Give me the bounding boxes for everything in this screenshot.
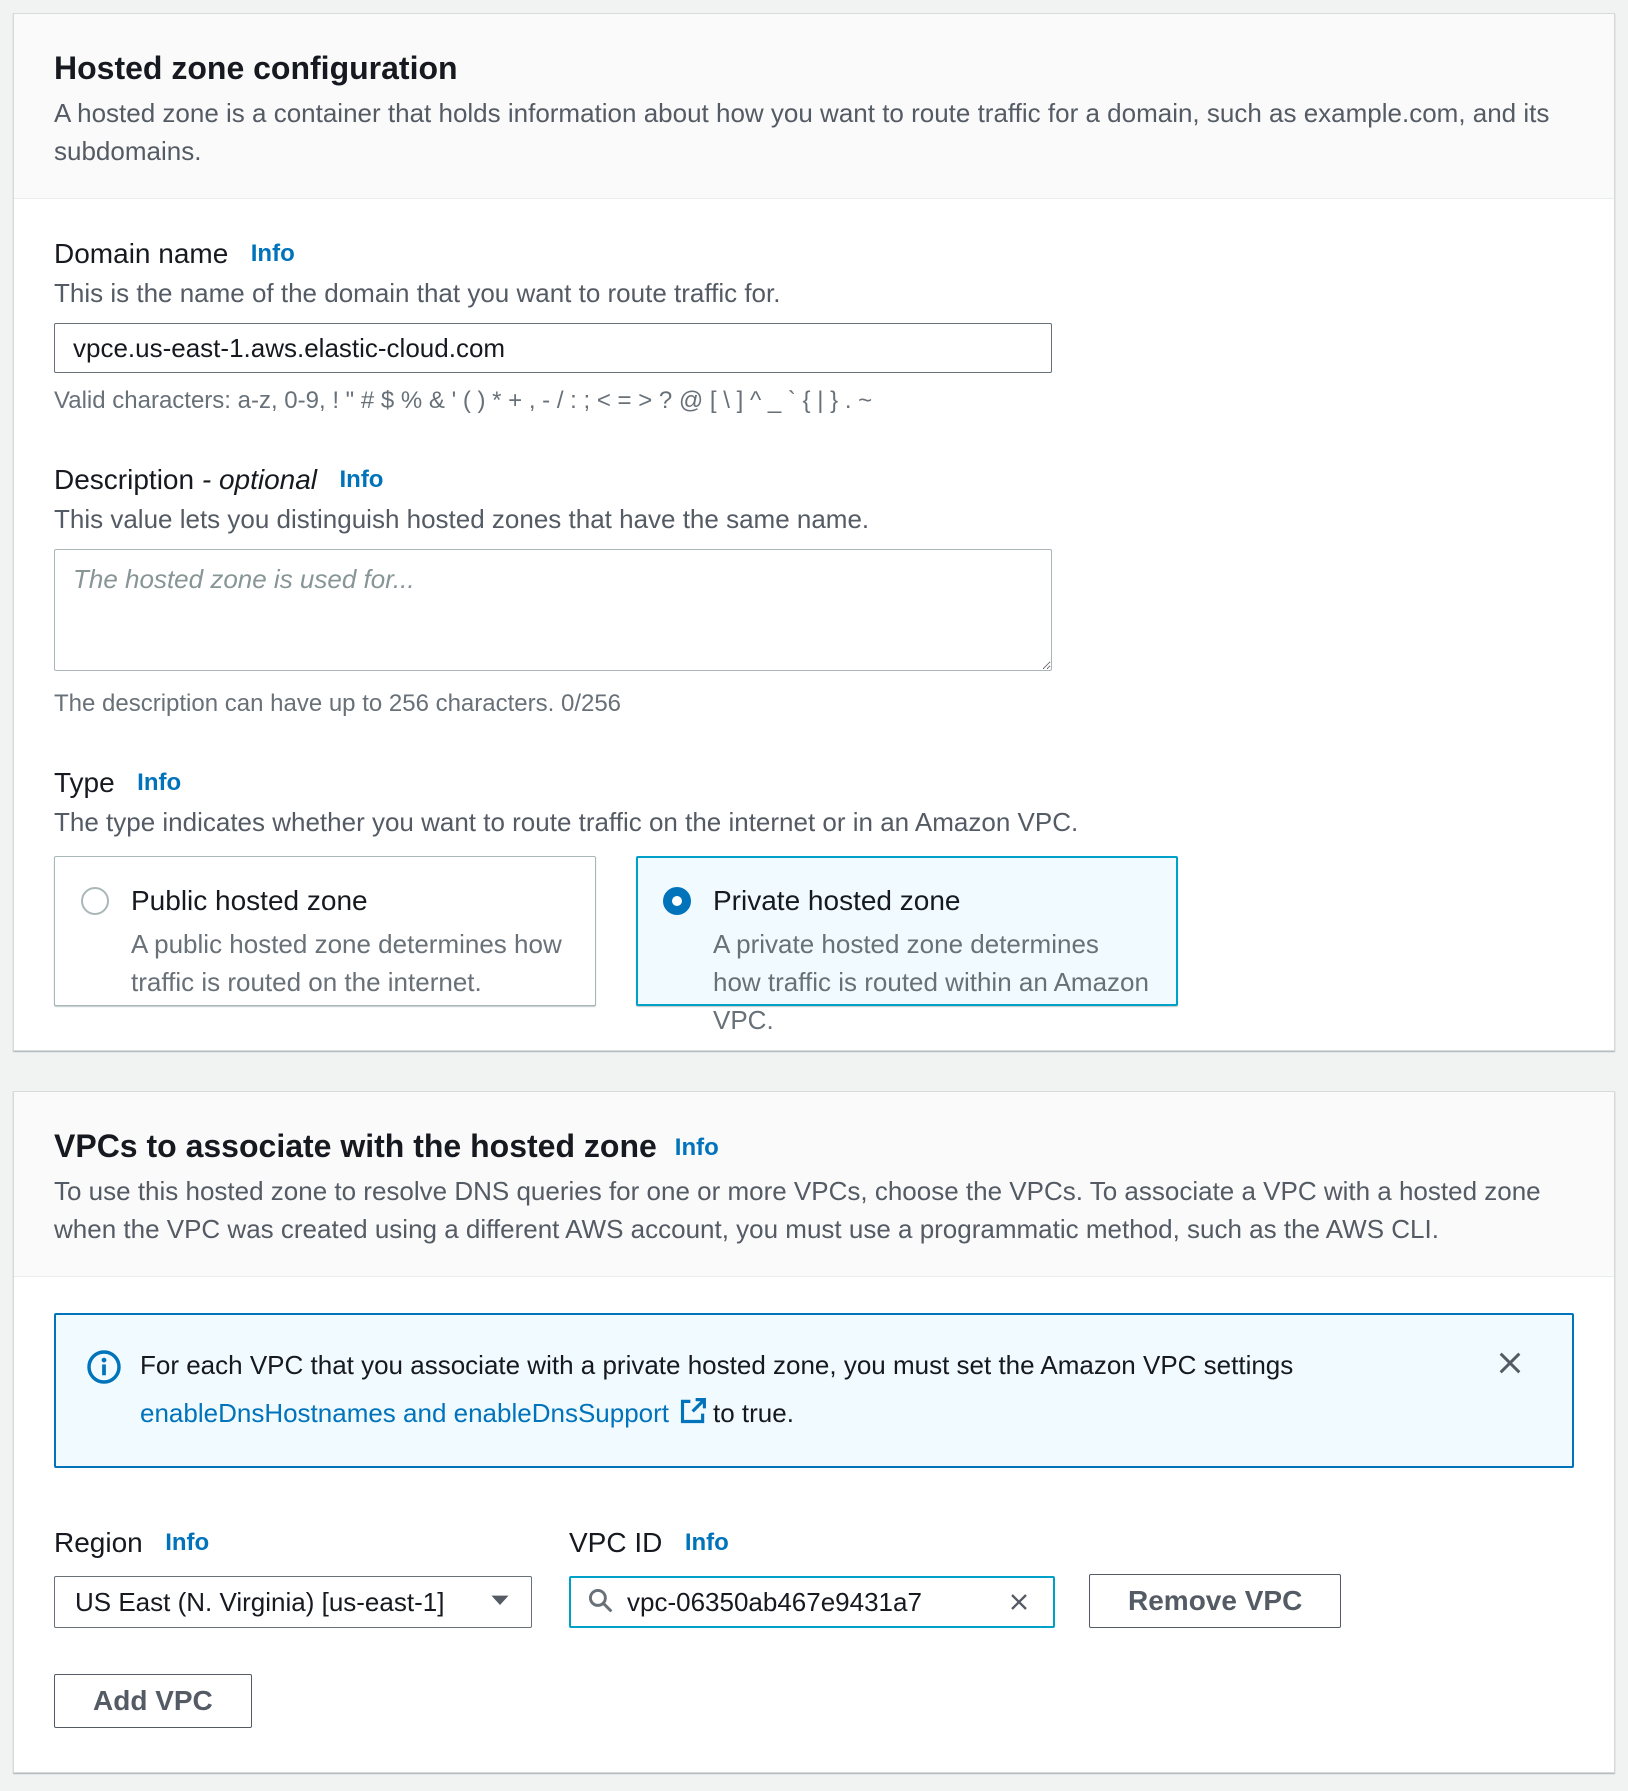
vpc-id-clear-button[interactable] [1001, 1584, 1037, 1620]
public-hosted-zone-title: Public hosted zone [131, 885, 368, 916]
info-icon [86, 1349, 122, 1390]
add-vpc-button[interactable]: Add VPC [54, 1674, 252, 1728]
vpc-card-description: To use this hosted zone to resolve DNS queries for one or more VPCs, choose the VPCs. To associate a VPC with a hosted zone when the VPC was created using a different AWS account, you must use a programmatic method, such as the AWS CLI. [54, 1176, 1541, 1244]
remove-vpc-button[interactable]: Remove VPC [1089, 1574, 1341, 1628]
hosted-zone-card-description: A hosted zone is a container that holds information about how you want to route traffic for a domain, such as example.com, and its subdomains. [54, 98, 1550, 166]
vpc-id-info-link[interactable]: Info [684, 1529, 729, 1556]
description-description: This value lets you distinguish hosted zones that have the same name. [54, 504, 870, 534]
type-field [54, 764, 1574, 1035]
private-hosted-zone-description: A private hosted zone determines how traffic is routed within an Amazon VPC. [713, 929, 1149, 1035]
type-label-row [54, 764, 1574, 802]
remove-vpc-column [1089, 1574, 1341, 1628]
radio-tile-public-hosted-zone[interactable] [54, 856, 596, 1006]
description-info-link[interactable]: Info [339, 466, 384, 493]
vpc-association-row [54, 1524, 1574, 1628]
domain-name-constraint: Valid characters: a-z, 0-9, ! " # $ % & ' ( ) * + , - / : ; < = > ? @ [ \ ] ^ _ ` { | } . ~ [54, 387, 873, 414]
vpc-id-column [569, 1524, 1055, 1628]
region-column [54, 1524, 532, 1628]
domain-name-label: Domain name [54, 238, 229, 269]
radio-selected-icon[interactable] [663, 887, 691, 915]
caret-down-icon [489, 1587, 511, 1618]
region-selected-option: US East (N. Virginia) [us-east-1] [75, 1586, 445, 1617]
close-icon [1494, 1367, 1526, 1382]
hosted-zone-card-body [14, 199, 1614, 1050]
domain-name-description: This is the name of the domain that you want to route traffic for. [54, 278, 781, 308]
vpc-id-label-row [569, 1524, 1055, 1562]
region-label: Region [54, 1527, 143, 1558]
description-label-row [54, 461, 1574, 499]
description-label: Description - optional [54, 464, 318, 495]
external-link-icon[interactable] [679, 1401, 707, 1431]
clear-x-icon [1005, 1604, 1033, 1619]
private-hosted-zone-title: Private hosted zone [713, 885, 961, 916]
alert-close-button[interactable] [1490, 1343, 1530, 1383]
vpc-card-body [14, 1277, 1614, 1772]
type-radio-group [54, 856, 1574, 1035]
radio-unselected-icon[interactable] [81, 887, 109, 915]
type-label: Type [54, 767, 115, 798]
alert-line-1: For each VPC that you associate with a private hosted zone, you must set the Amazon VPC settings [140, 1350, 1294, 1380]
hosted-zone-card-header [14, 14, 1614, 199]
domain-name-info-link[interactable]: Info [250, 240, 295, 267]
region-select[interactable] [54, 1576, 532, 1628]
alert-message [140, 1341, 1293, 1440]
alert-after-link: to true. [713, 1398, 794, 1428]
enable-dns-settings-link[interactable]: enableDnsHostnames and enableDnsSupport [140, 1398, 670, 1428]
type-info-link[interactable]: Info [137, 769, 182, 796]
alert-line-2 [140, 1389, 1293, 1440]
vpc-id-search-box [569, 1576, 1055, 1628]
description-textarea[interactable] [54, 549, 1052, 671]
description-constraint: The description can have up to 256 characters. 0/256 [54, 690, 622, 717]
hosted-zone-configuration-card [13, 13, 1615, 1051]
vpc-id-input[interactable] [625, 1586, 1001, 1619]
domain-name-label-row [54, 235, 1574, 273]
radio-tile-private-hosted-zone[interactable] [636, 856, 1178, 1035]
public-hosted-zone-description: A public hosted zone determines how traffic is routed on the internet. [131, 929, 562, 997]
region-info-link[interactable]: Info [165, 1529, 210, 1556]
region-label-row [54, 1524, 532, 1562]
add-vpc-row [54, 1674, 1574, 1728]
domain-name-field [54, 235, 1574, 417]
vpc-card-header [14, 1092, 1614, 1277]
vpc-id-label: VPC ID [569, 1527, 663, 1558]
domain-name-input[interactable] [54, 323, 1052, 373]
hosted-zone-card-title: Hosted zone configuration [54, 50, 458, 86]
vpcs-associate-card [13, 1091, 1615, 1773]
search-icon [587, 1587, 613, 1618]
type-description: The type indicates whether you want to route traffic on the internet or in an Amazon VPC. [54, 807, 1079, 837]
info-alert [54, 1313, 1574, 1468]
vpc-card-info-link[interactable]: Info [674, 1134, 719, 1161]
description-field [54, 461, 1574, 720]
vpc-card-title: VPCs to associate with the hosted zone [54, 1128, 657, 1164]
description-optional-suffix: - optional [201, 464, 318, 495]
